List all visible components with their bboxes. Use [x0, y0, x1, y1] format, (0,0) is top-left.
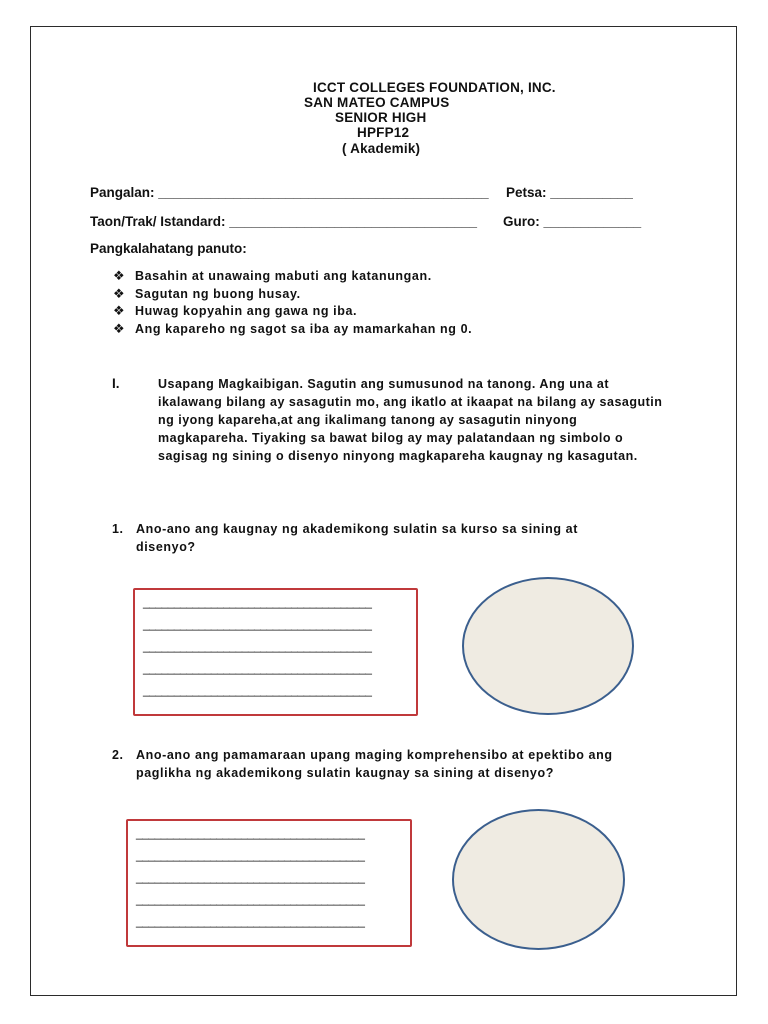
question-number: 2. [112, 748, 124, 762]
course-code: HPFP12 [357, 125, 410, 140]
answer-line[interactable]: _____________________________________ [143, 683, 372, 697]
answer-line[interactable]: _____________________________________ [136, 870, 365, 884]
teacher-field[interactable]: Guro: _____________ [503, 214, 642, 229]
answer-box[interactable] [126, 819, 412, 947]
answer-line[interactable]: _____________________________________ [136, 848, 365, 862]
date-field[interactable]: Petsa: ___________ [506, 185, 633, 200]
symbol-circle[interactable] [452, 809, 625, 950]
section-number: I. [112, 376, 120, 391]
question-text: disenyo? [136, 540, 196, 554]
symbol-circle[interactable] [462, 577, 634, 715]
instruction-text: Ang kapareho ng sagot sa iba ay mamarkahan ng 0. [135, 322, 473, 336]
instruction-text: Huwag kopyahin ang gawa ng iba. [135, 304, 358, 318]
question-text: Ano-ano ang pamamaraan upang maging komprehensibo at epektibo ang [136, 748, 613, 762]
diamond-bullet-icon: ❖ [113, 268, 126, 283]
answer-line[interactable]: _____________________________________ [143, 639, 372, 653]
question-number: 1. [112, 522, 124, 536]
year-track-field[interactable]: Taon/Trak/ Istandard: _________________________________ [90, 214, 478, 229]
answer-box[interactable] [133, 588, 418, 716]
instruction-text: Sagutan ng buong husay. [135, 287, 301, 301]
diamond-bullet-icon: ❖ [113, 303, 126, 318]
section-instructions: Usapang Magkaibigan. Sagutin ang sumusunod na tanong. Ang una at ikalawang bilang ay sasagutin mo, ang ikatlo at ikaapat na bilang ay sasagutin ng iyong kapareha,at ang ikalimang tanong ay sasagutin ninyong magkapareha. Tiyaking sa bawat bilog ay may palatandaan ng simbolo o sagisag ng sining o disenyo ninyong magkapareha kaugnay ng kasagutan. [158, 377, 663, 463]
answer-line[interactable]: _____________________________________ [143, 617, 372, 631]
school-name: ICCT COLLEGES FOUNDATION, INC. [313, 80, 556, 95]
diamond-bullet-icon: ❖ [113, 286, 126, 301]
answer-line[interactable]: _____________________________________ [136, 914, 365, 928]
answer-line[interactable]: _____________________________________ [136, 892, 365, 906]
instruction-item [113, 268, 432, 284]
instruction-text: Basahin at unawaing mabuti ang katanungan. [135, 269, 432, 283]
question-text: Ano-ano ang kaugnay ng akademikong sulatin sa kurso sa sining at [136, 522, 578, 536]
instructions-title: Pangkalahatang panuto: [90, 241, 247, 256]
campus-name: SAN MATEO CAMPUS [304, 95, 450, 110]
instruction-item [113, 321, 472, 337]
course-track: ( Akademik) [342, 141, 421, 156]
instruction-item [113, 303, 357, 319]
answer-line[interactable]: _____________________________________ [143, 595, 372, 609]
department-name: SENIOR HIGH [335, 110, 427, 125]
instruction-item [113, 286, 301, 302]
answer-line[interactable]: _____________________________________ [136, 826, 365, 840]
name-field[interactable]: Pangalan: ____________________________________________ [90, 185, 489, 200]
question-text: paglikha ng akademikong sulatin kaugnay sa sining at disenyo? [136, 766, 554, 780]
diamond-bullet-icon: ❖ [113, 321, 126, 336]
answer-line[interactable]: _____________________________________ [143, 661, 372, 675]
